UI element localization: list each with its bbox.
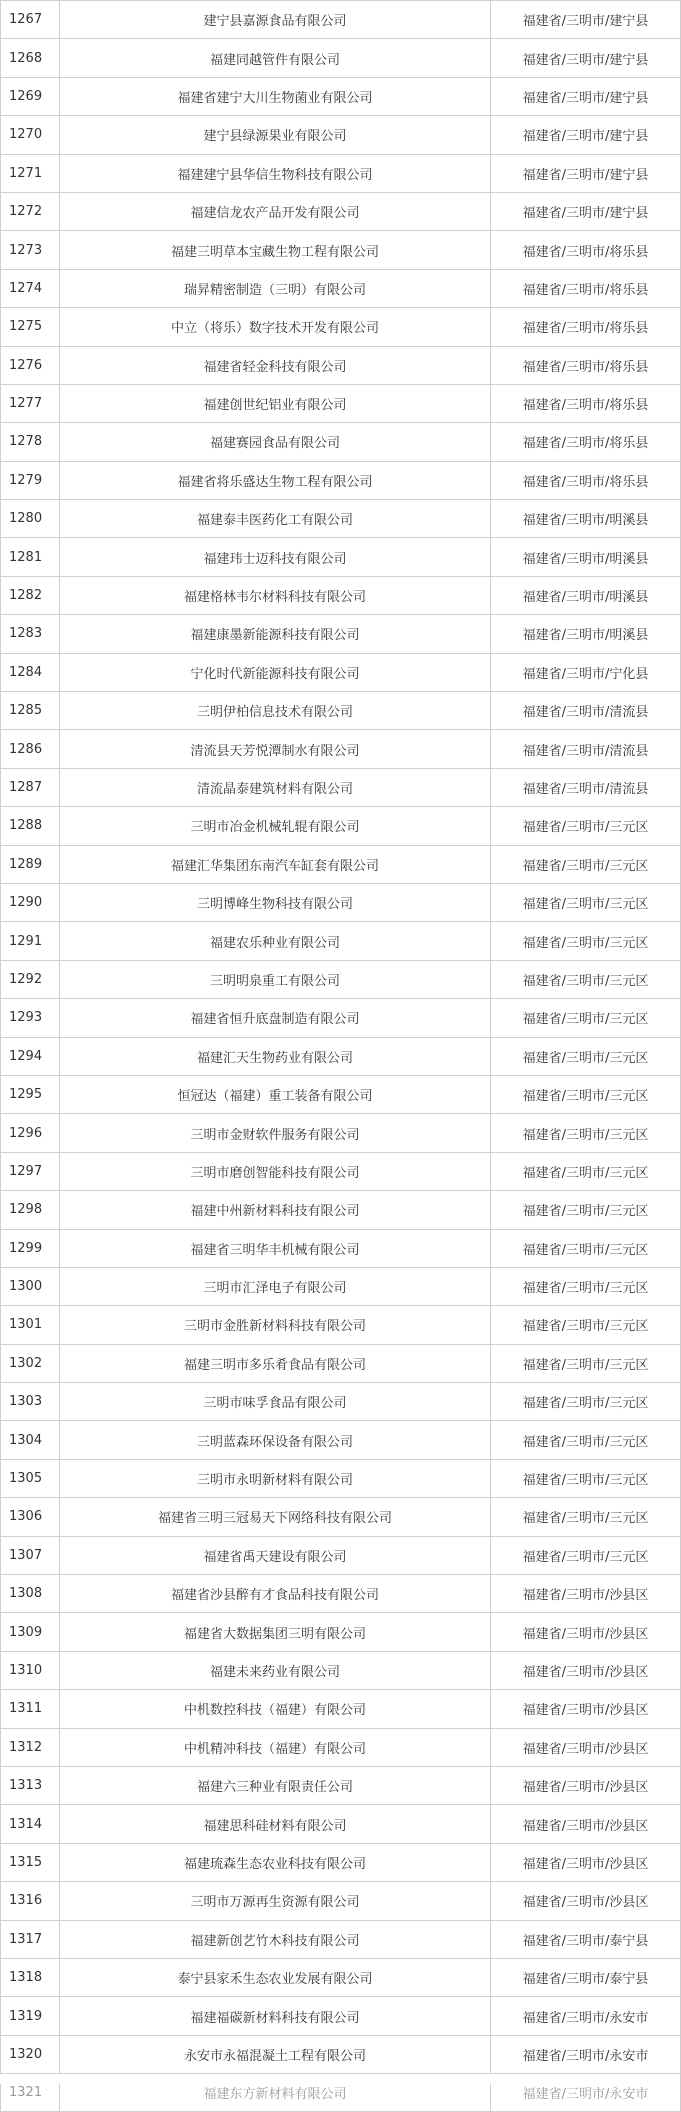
table-row bbox=[1, 1536, 681, 1574]
row-number: 1271 bbox=[1, 154, 60, 192]
row-number: 1317 bbox=[1, 1920, 60, 1958]
table-row bbox=[1, 1958, 681, 1996]
row-number: 1319 bbox=[1, 1997, 60, 2035]
company-name: 福建省恒升底盘制造有限公司 bbox=[60, 999, 491, 1037]
table-row bbox=[1, 77, 681, 115]
company-name: 福建同越管件有限公司 bbox=[60, 39, 491, 77]
table-row bbox=[1, 1037, 681, 1075]
table-row bbox=[1, 730, 681, 768]
region-path: 福建省/三明市/将乐县 bbox=[491, 423, 681, 461]
row-number: 1276 bbox=[1, 346, 60, 384]
table-row bbox=[1, 653, 681, 691]
table-row bbox=[1, 807, 681, 845]
region-path: 福建省/三明市/三元区 bbox=[491, 1459, 681, 1497]
region-path: 福建省/三明市/明溪县 bbox=[491, 538, 681, 576]
table-row bbox=[1, 960, 681, 998]
table-row bbox=[1, 1766, 681, 1804]
table-row bbox=[1, 922, 681, 960]
region-path: 福建省/三明市/明溪县 bbox=[491, 576, 681, 614]
row-number: 1305 bbox=[1, 1459, 60, 1497]
row-number: 1308 bbox=[1, 1575, 60, 1613]
company-name: 福建未来药业有限公司 bbox=[60, 1651, 491, 1689]
region-path: 福建省/三明市/三元区 bbox=[491, 807, 681, 845]
row-number: 1299 bbox=[1, 1229, 60, 1267]
row-number: 1307 bbox=[1, 1536, 60, 1574]
region-path: 福建省/三明市/三元区 bbox=[491, 1152, 681, 1190]
table-row bbox=[1, 999, 681, 1037]
table-row bbox=[1, 1843, 681, 1881]
company-name: 福建建宁县华信生物科技有限公司 bbox=[60, 154, 491, 192]
row-number: 1270 bbox=[1, 116, 60, 154]
region-path: 福建省/三明市/将乐县 bbox=[491, 384, 681, 422]
region-path: 福建省/三明市/建宁县 bbox=[491, 116, 681, 154]
company-name: 中立（将乐）数字技术开发有限公司 bbox=[60, 308, 491, 346]
table-row bbox=[1, 1075, 681, 1113]
row-number: 1315 bbox=[1, 1843, 60, 1881]
row-number: 1283 bbox=[1, 615, 60, 653]
region-path: 福建省/三明市/清流县 bbox=[491, 730, 681, 768]
table-row bbox=[1, 116, 681, 154]
row-number: 1280 bbox=[1, 500, 60, 538]
table-row bbox=[1, 1383, 681, 1421]
company-name: 福建新创艺竹木科技有限公司 bbox=[60, 1920, 491, 1958]
region-path: 福建省/三明市/泰宁县 bbox=[491, 1920, 681, 1958]
region-path: 福建省/三明市/三元区 bbox=[491, 1536, 681, 1574]
region-path: 福建省/三明市/将乐县 bbox=[491, 308, 681, 346]
company-name: 福建康墨新能源科技有限公司 bbox=[60, 615, 491, 653]
company-name: 三明明泉重工有限公司 bbox=[60, 960, 491, 998]
row-number: 1285 bbox=[1, 692, 60, 730]
company-name: 福建琉森生态农业科技有限公司 bbox=[60, 1843, 491, 1881]
row-number: 1281 bbox=[1, 538, 60, 576]
company-name: 宁化时代新能源科技有限公司 bbox=[60, 653, 491, 691]
company-name: 福建赛园食品有限公司 bbox=[60, 423, 491, 461]
company-name: 三明市冶金机械轧辊有限公司 bbox=[60, 807, 491, 845]
company-name: 中机精冲科技（福建）有限公司 bbox=[60, 1728, 491, 1766]
row-number: 1297 bbox=[1, 1152, 60, 1190]
region-path: 福建省/三明市/三元区 bbox=[491, 1191, 681, 1229]
company-name: 福建玮士迈科技有限公司 bbox=[60, 538, 491, 576]
region-path: 福建省/三明市/清流县 bbox=[491, 692, 681, 730]
table-row bbox=[1, 1229, 681, 1267]
company-name: 建宁县嘉源食品有限公司 bbox=[60, 1, 491, 39]
company-name: 福建农乐种业有限公司 bbox=[60, 922, 491, 960]
region-path: 福建省/三明市/沙县区 bbox=[491, 1613, 681, 1651]
row-number: 1284 bbox=[1, 653, 60, 691]
table-row bbox=[1, 1498, 681, 1536]
region-path: 福建省/三明市/将乐县 bbox=[491, 461, 681, 499]
region-path: 福建省/三明市/沙县区 bbox=[491, 1805, 681, 1843]
region-path: 福建省/三明市/将乐县 bbox=[491, 346, 681, 384]
company-name: 三明伊柏信息技术有限公司 bbox=[60, 692, 491, 730]
table-row bbox=[1, 1575, 681, 1613]
region-path: 福建省/三明市/三元区 bbox=[491, 1114, 681, 1152]
region-path: 福建省/三明市/沙县区 bbox=[491, 1843, 681, 1881]
row-number: 1277 bbox=[1, 384, 60, 422]
row-number: 1316 bbox=[1, 1882, 60, 1920]
table-row bbox=[1, 768, 681, 806]
company-name: 三明市万源再生资源有限公司 bbox=[60, 1882, 491, 1920]
region-path: 福建省/三明市/三元区 bbox=[491, 1344, 681, 1382]
company-name: 三明市金胜新材料科技有限公司 bbox=[60, 1306, 491, 1344]
company-name: 福建省建宁大川生物菌业有限公司 bbox=[60, 77, 491, 115]
company-name: 中机数控科技（福建）有限公司 bbox=[60, 1690, 491, 1728]
region-path: 福建省/三明市/三元区 bbox=[491, 883, 681, 921]
company-table-body bbox=[1, 1, 681, 2112]
table-row bbox=[1, 346, 681, 384]
table-row bbox=[1, 192, 681, 230]
row-number: 1318 bbox=[1, 1958, 60, 1996]
table-row bbox=[1, 1882, 681, 1920]
table-row bbox=[1, 1613, 681, 1651]
table-row bbox=[1, 1344, 681, 1382]
region-path: 福建省/三明市/沙县区 bbox=[491, 1651, 681, 1689]
row-number: 1303 bbox=[1, 1383, 60, 1421]
bottom-cutoff bbox=[0, 2074, 680, 2084]
table-row bbox=[1, 1267, 681, 1305]
row-number: 1296 bbox=[1, 1114, 60, 1152]
row-number: 1321 bbox=[1, 2074, 60, 2112]
region-path: 福建省/三明市/建宁县 bbox=[491, 1, 681, 39]
region-path: 福建省/三明市/三元区 bbox=[491, 922, 681, 960]
row-number: 1279 bbox=[1, 461, 60, 499]
row-number: 1278 bbox=[1, 423, 60, 461]
region-path: 福建省/三明市/泰宁县 bbox=[491, 1958, 681, 1996]
row-number: 1288 bbox=[1, 807, 60, 845]
row-number: 1294 bbox=[1, 1037, 60, 1075]
row-number: 1292 bbox=[1, 960, 60, 998]
region-path: 福建省/三明市/建宁县 bbox=[491, 77, 681, 115]
table-row bbox=[1, 1421, 681, 1459]
row-number: 1289 bbox=[1, 845, 60, 883]
table-row bbox=[1, 615, 681, 653]
row-number: 1273 bbox=[1, 231, 60, 269]
table-row bbox=[1, 1114, 681, 1152]
table-row bbox=[1, 461, 681, 499]
company-name: 三明蓝森环保设备有限公司 bbox=[60, 1421, 491, 1459]
row-number: 1295 bbox=[1, 1075, 60, 1113]
company-name: 福建东方新材料有限公司 bbox=[60, 2074, 491, 2112]
region-path: 福建省/三明市/将乐县 bbox=[491, 269, 681, 307]
row-number: 1312 bbox=[1, 1728, 60, 1766]
company-name: 三明市汇泽电子有限公司 bbox=[60, 1267, 491, 1305]
company-name: 福建省三明三冠易天下网络科技有限公司 bbox=[60, 1498, 491, 1536]
region-path: 福建省/三明市/三元区 bbox=[491, 1267, 681, 1305]
region-path: 福建省/三明市/沙县区 bbox=[491, 1575, 681, 1613]
region-path: 福建省/三明市/建宁县 bbox=[491, 192, 681, 230]
region-path: 福建省/三明市/建宁县 bbox=[491, 154, 681, 192]
company-name: 三明市味孚食品有限公司 bbox=[60, 1383, 491, 1421]
table-row bbox=[1, 538, 681, 576]
table-row bbox=[1, 1728, 681, 1766]
row-number: 1269 bbox=[1, 77, 60, 115]
row-number: 1301 bbox=[1, 1306, 60, 1344]
region-path: 福建省/三明市/三元区 bbox=[491, 1498, 681, 1536]
table-row bbox=[1, 1651, 681, 1689]
row-number: 1311 bbox=[1, 1690, 60, 1728]
region-path: 福建省/三明市/三元区 bbox=[491, 960, 681, 998]
table-row bbox=[1, 500, 681, 538]
region-path: 福建省/三明市/三元区 bbox=[491, 845, 681, 883]
row-number: 1287 bbox=[1, 768, 60, 806]
row-number: 1320 bbox=[1, 2035, 60, 2073]
table-row bbox=[1, 1805, 681, 1843]
table-row bbox=[1, 423, 681, 461]
row-number: 1306 bbox=[1, 1498, 60, 1536]
company-name: 福建省大数据集团三明有限公司 bbox=[60, 1613, 491, 1651]
row-number: 1298 bbox=[1, 1191, 60, 1229]
company-name: 清流县天芳悦潭制水有限公司 bbox=[60, 730, 491, 768]
row-number: 1286 bbox=[1, 730, 60, 768]
company-name: 三明市永明新材料有限公司 bbox=[60, 1459, 491, 1497]
region-path: 福建省/三明市/三元区 bbox=[491, 1075, 681, 1113]
company-name: 福建省轻金科技有限公司 bbox=[60, 346, 491, 384]
row-number: 1290 bbox=[1, 883, 60, 921]
company-name: 福建思科硅材料有限公司 bbox=[60, 1805, 491, 1843]
region-path: 福建省/三明市/三元区 bbox=[491, 999, 681, 1037]
company-name: 福建省三明华丰机械有限公司 bbox=[60, 1229, 491, 1267]
company-name: 福建汇华集团东南汽车缸套有限公司 bbox=[60, 845, 491, 883]
company-name: 恒冠达（福建）重工装备有限公司 bbox=[60, 1075, 491, 1113]
table-row bbox=[1, 1920, 681, 1958]
row-number: 1313 bbox=[1, 1766, 60, 1804]
table-row bbox=[1, 269, 681, 307]
table-row bbox=[1, 576, 681, 614]
company-name: 福建三明市多乐肴食品有限公司 bbox=[60, 1344, 491, 1382]
row-number: 1300 bbox=[1, 1267, 60, 1305]
company-name: 福建省沙县醉有才食品科技有限公司 bbox=[60, 1575, 491, 1613]
row-number: 1272 bbox=[1, 192, 60, 230]
company-name: 泰宁县家禾生态农业发展有限公司 bbox=[60, 1958, 491, 1996]
region-path: 福建省/三明市/宁化县 bbox=[491, 653, 681, 691]
region-path: 福建省/三明市/沙县区 bbox=[491, 1690, 681, 1728]
region-path: 福建省/三明市/三元区 bbox=[491, 1037, 681, 1075]
region-path: 福建省/三明市/将乐县 bbox=[491, 231, 681, 269]
company-name: 福建创世纪铝业有限公司 bbox=[60, 384, 491, 422]
company-name: 福建省禹天建设有限公司 bbox=[60, 1536, 491, 1574]
company-name: 三明博峰生物科技有限公司 bbox=[60, 883, 491, 921]
row-number: 1314 bbox=[1, 1805, 60, 1843]
table-row bbox=[1, 1306, 681, 1344]
company-name: 福建三明草本宝藏生物工程有限公司 bbox=[60, 231, 491, 269]
row-number: 1309 bbox=[1, 1613, 60, 1651]
row-number: 1267 bbox=[1, 1, 60, 39]
row-number: 1304 bbox=[1, 1421, 60, 1459]
table-row bbox=[1, 1191, 681, 1229]
region-path: 福建省/三明市/三元区 bbox=[491, 1229, 681, 1267]
row-number: 1275 bbox=[1, 308, 60, 346]
table-row bbox=[1, 1459, 681, 1497]
table-row bbox=[1, 845, 681, 883]
table-row bbox=[1, 692, 681, 730]
row-number: 1282 bbox=[1, 576, 60, 614]
table-row bbox=[1, 154, 681, 192]
table-row bbox=[1, 1997, 681, 2035]
region-path: 福建省/三明市/永安市 bbox=[491, 1997, 681, 2035]
region-path: 福建省/三明市/沙县区 bbox=[491, 1728, 681, 1766]
table-row bbox=[1, 231, 681, 269]
table-row bbox=[1, 308, 681, 346]
company-name: 福建福碳新材料科技有限公司 bbox=[60, 1997, 491, 2035]
region-path: 福建省/三明市/三元区 bbox=[491, 1383, 681, 1421]
region-path: 福建省/三明市/三元区 bbox=[491, 1421, 681, 1459]
row-number: 1293 bbox=[1, 999, 60, 1037]
row-number: 1310 bbox=[1, 1651, 60, 1689]
region-path: 福建省/三明市/建宁县 bbox=[491, 39, 681, 77]
region-path: 福建省/三明市/三元区 bbox=[491, 1306, 681, 1344]
row-number: 1274 bbox=[1, 269, 60, 307]
region-path: 福建省/三明市/沙县区 bbox=[491, 1882, 681, 1920]
table-row bbox=[1, 1152, 681, 1190]
company-name: 三明市磨创智能科技有限公司 bbox=[60, 1152, 491, 1190]
table-row bbox=[1, 1, 681, 39]
company-name: 福建泰丰医药化工有限公司 bbox=[60, 500, 491, 538]
row-number: 1291 bbox=[1, 922, 60, 960]
table-row bbox=[1, 1690, 681, 1728]
company-name: 三明市金财软件服务有限公司 bbox=[60, 1114, 491, 1152]
company-name: 福建省将乐盛达生物工程有限公司 bbox=[60, 461, 491, 499]
table-row bbox=[1, 384, 681, 422]
table-row bbox=[1, 2035, 681, 2073]
table-row bbox=[1, 883, 681, 921]
company-name: 永安市永福混凝土工程有限公司 bbox=[60, 2035, 491, 2073]
company-name: 清流晶泰建筑材料有限公司 bbox=[60, 768, 491, 806]
company-name: 建宁县绿源果业有限公司 bbox=[60, 116, 491, 154]
company-name: 福建信龙农产品开发有限公司 bbox=[60, 192, 491, 230]
company-name: 福建中州新材料科技有限公司 bbox=[60, 1191, 491, 1229]
company-name: 瑞昇精密制造（三明）有限公司 bbox=[60, 269, 491, 307]
company-name: 福建格林韦尔材料科技有限公司 bbox=[60, 576, 491, 614]
row-number: 1302 bbox=[1, 1344, 60, 1382]
region-path: 福建省/三明市/明溪县 bbox=[491, 500, 681, 538]
region-path: 福建省/三明市/清流县 bbox=[491, 768, 681, 806]
region-path: 福建省/三明市/永安市 bbox=[491, 2074, 681, 2112]
region-path: 福建省/三明市/明溪县 bbox=[491, 615, 681, 653]
region-path: 福建省/三明市/沙县区 bbox=[491, 1766, 681, 1804]
region-path: 福建省/三明市/永安市 bbox=[491, 2035, 681, 2073]
company-name: 福建汇天生物药业有限公司 bbox=[60, 1037, 491, 1075]
row-number: 1268 bbox=[1, 39, 60, 77]
table-row bbox=[1, 39, 681, 77]
company-name: 福建六三种业有限责任公司 bbox=[60, 1766, 491, 1804]
